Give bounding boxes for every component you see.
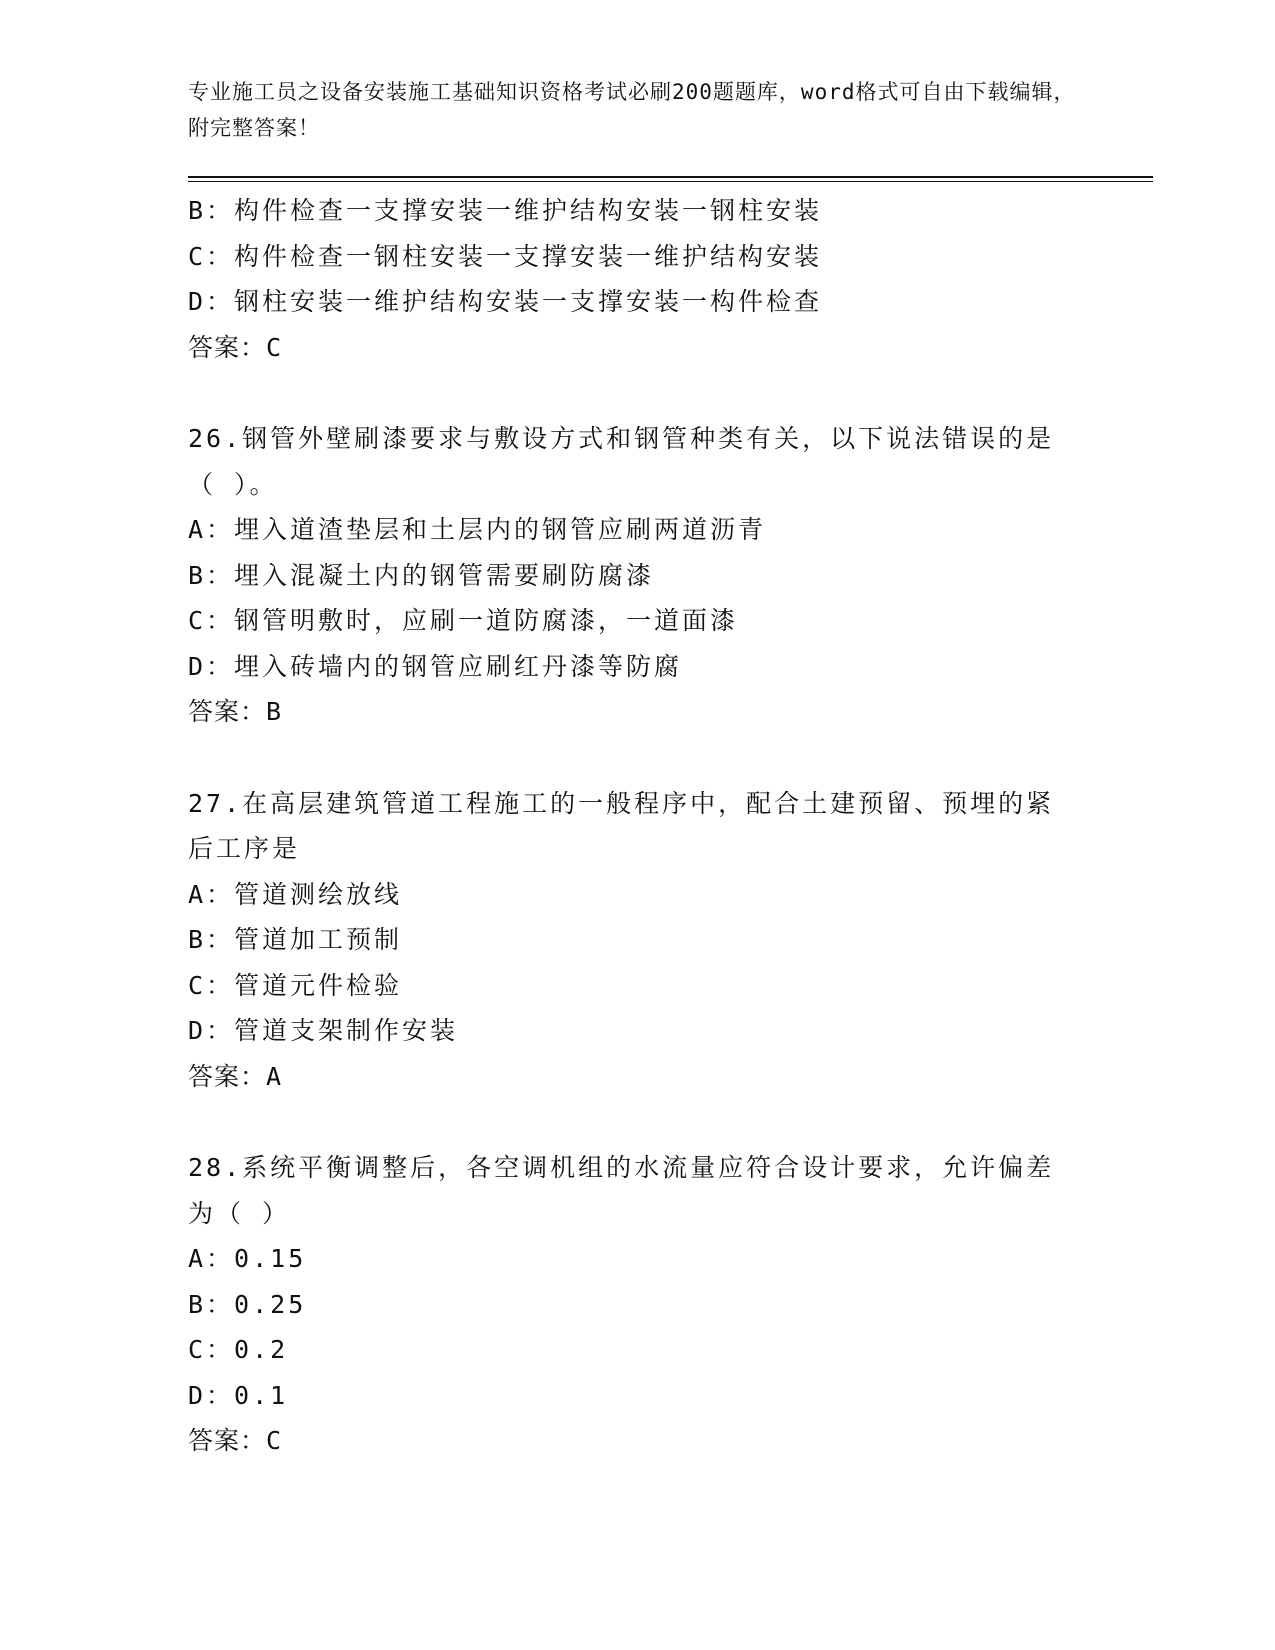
question-27 — [188, 781, 1088, 1100]
option-c: C：钢管明敷时，应刷一道防腐漆，一道面漆 — [188, 606, 739, 635]
prev-question-block — [188, 188, 1088, 370]
answer: 答案：A — [188, 1061, 283, 1091]
option-c: C：0.2 — [188, 1335, 289, 1364]
option-b: B：管道加工预制 — [188, 925, 403, 954]
header-divider-thick — [188, 176, 1153, 178]
answer: 答案：C — [188, 332, 283, 362]
question-26 — [188, 416, 1088, 735]
option-d: D：钢柱安装一维护结构安装一支撑安装一构件检查 — [188, 287, 823, 316]
option-d: D：埋入砖墙内的钢管应刷红丹漆等防腐 — [188, 651, 683, 681]
question-28 — [188, 1145, 1088, 1464]
option-a: A：埋入道渣垫层和土层内的钢管应刷两道沥青 — [188, 515, 767, 544]
question-text: 26.钢管外壁刷漆要求与敷设方式和钢管种类有关，以下说法错误的是（ ）。 — [188, 424, 1055, 499]
option-b: B：构件检查一支撑安装一维护结构安装一钢柱安装 — [188, 196, 823, 225]
option-c: C：管道元件检验 — [188, 970, 403, 1000]
option-a: A：管道测绘放线 — [188, 879, 403, 909]
option-b: B：0.25 — [188, 1289, 307, 1319]
document-header: 专业施工员之设备安装施工基础知识资格考试必刷200题题库，word格式可自由下载编辑，附完整答案！ — [188, 80, 1076, 140]
option-d: D：管道支架制作安装 — [188, 1016, 459, 1045]
option-c: C：构件检查一钢柱安装一支撑安装一维护结构安装 — [188, 241, 823, 271]
option-d: D：0.1 — [188, 1380, 289, 1410]
option-a: A：0.15 — [188, 1244, 307, 1273]
question-text: 28.系统平衡调整后，各空调机组的水流量应符合设计要求，允许偏差为（ ） — [188, 1153, 1055, 1228]
answer: 答案：C — [188, 1426, 283, 1455]
header-divider-thin — [188, 181, 1153, 182]
question-list — [188, 188, 1088, 1464]
question-text: 27.在高层建筑管道工程施工的一般程序中，配合土建预留、预埋的紧后工序是 — [188, 788, 1055, 863]
answer: 答案：B — [188, 697, 283, 726]
option-b: B：埋入混凝土内的钢管需要刷防腐漆 — [188, 560, 655, 590]
